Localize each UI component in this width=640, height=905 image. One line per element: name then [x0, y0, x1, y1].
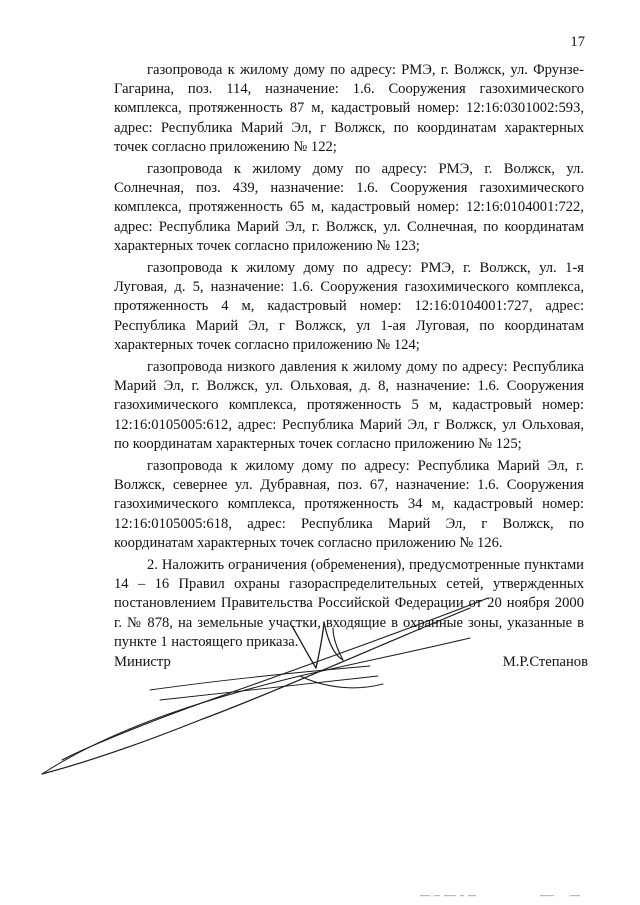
paragraph-gas-pipeline-122: газопровода к жилому дому по адресу: РМЭ, г. Волжск, ул. Фрунзе-Гагарина, поз. 114, назначение: 1.6. Сооружения газохимического комплекса, протяженность 87 м, кадастровый номер: 12:16:0301002:593, адрес: Республика Марий Эл, г Волжск, по координатам характерных точек согласно приложению № 122;	[114, 62, 584, 155]
document-body	[114, 61, 584, 655]
paragraph-gas-pipeline-123: газопровода к жилому дому по адресу: РМЭ, г. Волжск, ул. Солнечная, поз. 439, назначение: 1.6. Сооружения газохимического комплекса, протяженность 65 м, кадастровый номер: 12:16:0104001:722, адрес: Республика Марий Эл, г. Волжск, ул. Солнечная, по координатам характерных точек согласно приложению № 123;	[114, 161, 584, 254]
signatory-title: Министр	[114, 654, 171, 670]
signatory-name: М.Р.Степанов	[502, 654, 588, 670]
page-number: 17	[570, 34, 585, 50]
paragraph-gas-pipeline-125: газопровода низкого давления к жилому дому по адресу: Республика Марий Эл, г. Волжск, ул. Ольховая, д. 8, назначение: 1.6. Сооружения газохимического комплекса, протяженность 5 м, кадастровый номер: 12:16:0105005:612, адрес: Республика Марий Эл, г Волжск, ул Ольховая, по координатам характерных точек согласно приложению № 125;	[114, 359, 584, 452]
paragraph-gas-pipeline-126: газопровода к жилому дому по адресу: Республика Марий Эл, г. Волжск, севернее ул. Дубравная, поз. 67, назначение: 1.6. Сооружения газохимического комплекса, протяженность 34 м, кадастровый номер: 12:16:0105005:618, адрес: Республика Марий Эл, г Волжск, по координатам характерных точек согласно приложению № 126.	[114, 458, 584, 551]
paragraph-gas-pipeline-124: газопровода к жилому дому по адресу: РМЭ, г. Волжск, ул. 1-я Луговая, д. 5, назначение: 1.6. Сооружения газохимического комплекса, протяженность 4 м, кадастровый номер: 12:16:0104001:727, адрес: Республика Марий Эл, г Волжск, ул 1-ая Луговая, по координатам характерных точек согласно приложению № 124;	[114, 260, 584, 353]
signature-block	[114, 653, 588, 675]
paragraph-restrictions: 2. Наложить ограничения (обременения), предусмотренные пунктами 14 – 16 Правил охраны газораспределительных сетей, утвержденных постановлением Правительства Российской Федерации от 20 ноября 2000 г. № 878, на земельные участки, входящие в охранные зоны, указанные в пункте 1 настоящего приказа.	[114, 557, 584, 650]
scan-artifact	[420, 893, 600, 899]
